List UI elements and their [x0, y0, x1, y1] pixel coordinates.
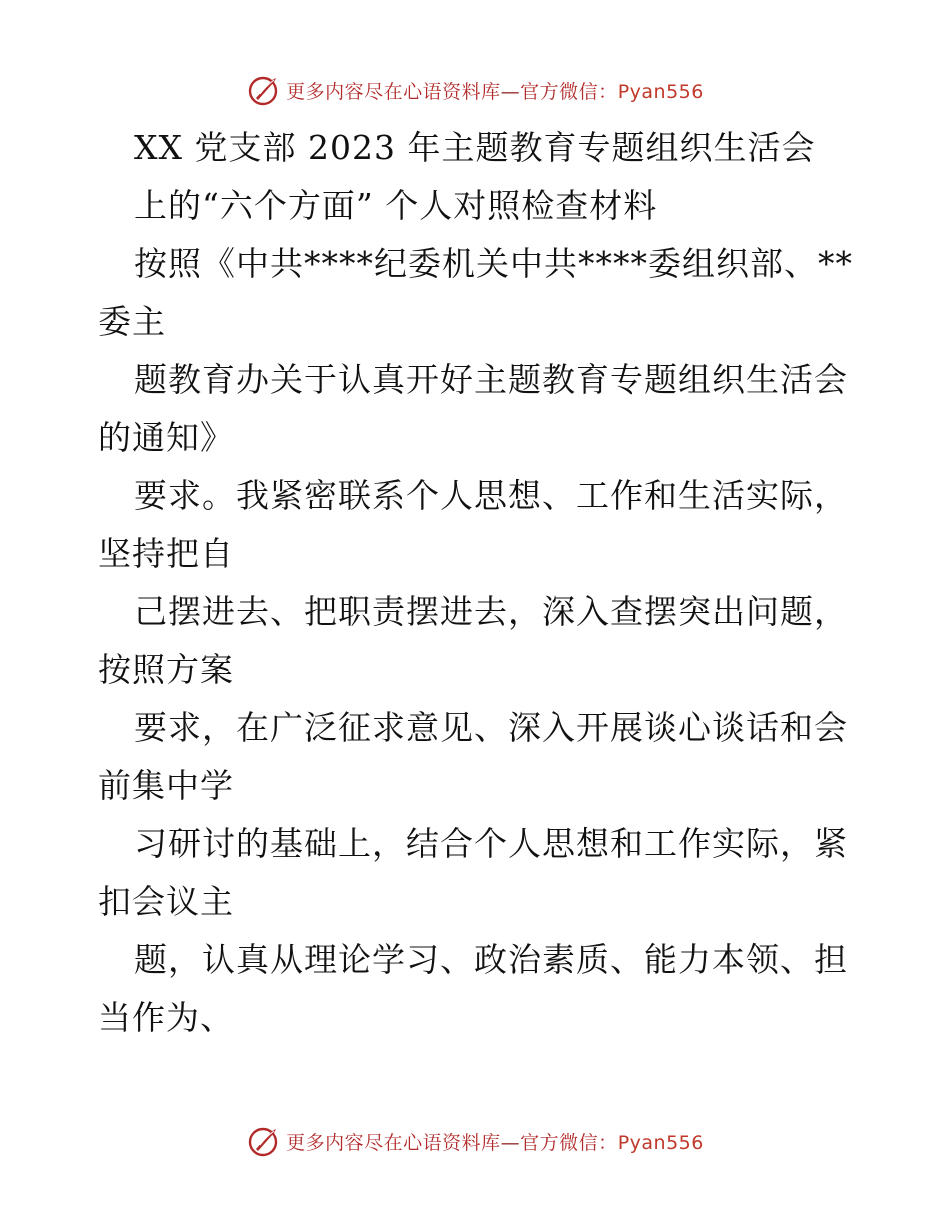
footer-banner-content: [246, 1123, 704, 1159]
paragraph-line: 己摆进去、把职责摆进去，深入查摆突出问题，: [134, 592, 848, 631]
brand-text: 更多内容尽在心语资料库: [286, 1131, 501, 1154]
paragraph-line: 习研讨的基础上，结合个人思想和工作实际，紧: [134, 824, 848, 863]
brand-text: 更多内容尽在心语资料库: [286, 80, 501, 103]
paragraph-line: 按照《中共****纪委机关中共****委组织部、**: [134, 244, 853, 283]
title-line-2: 上的“六个方面” 个人对照检查材料: [134, 186, 658, 225]
paragraph-line: 当作为、: [98, 998, 234, 1037]
paragraph-line: 要求。我紧密联系个人思想、工作和生活实际，: [134, 476, 848, 515]
title-line-1: XX 党支部 2023 年主题教育专题组织生活会: [134, 128, 816, 167]
footer-banner-text: [286, 1128, 704, 1155]
quill-logo-icon: [246, 72, 282, 108]
paragraph-line: 前集中学: [98, 766, 234, 805]
wechat-label: 官方微信：: [520, 1131, 618, 1154]
footer-banner: [0, 1119, 950, 1163]
separator: —: [500, 80, 521, 103]
paragraph-line: 的通知》: [98, 418, 234, 457]
paragraph-line: 委主: [98, 302, 166, 341]
wechat-id: Pyan556: [617, 1131, 704, 1154]
paragraph-line: 题，认真从理论学习、政治素质、能力本领、担: [134, 940, 848, 979]
header-banner-text: [286, 77, 704, 104]
separator: —: [500, 1131, 521, 1154]
paragraph-line: 要求，在广泛征求意见、深入开展谈心谈话和会: [134, 708, 848, 747]
header-banner-content: [246, 72, 704, 108]
wechat-label: 官方微信：: [520, 80, 618, 103]
paragraph-line: 坚持把自: [98, 534, 234, 573]
header-banner: [0, 68, 950, 112]
paragraph-line: 扣会议主: [98, 882, 234, 921]
paragraph-line: 题教育办关于认真开好主题教育专题组织生活会: [134, 360, 848, 399]
paragraph-line: 按照方案: [98, 650, 234, 689]
wechat-id: Pyan556: [617, 80, 704, 103]
quill-logo-icon: [246, 1123, 282, 1159]
